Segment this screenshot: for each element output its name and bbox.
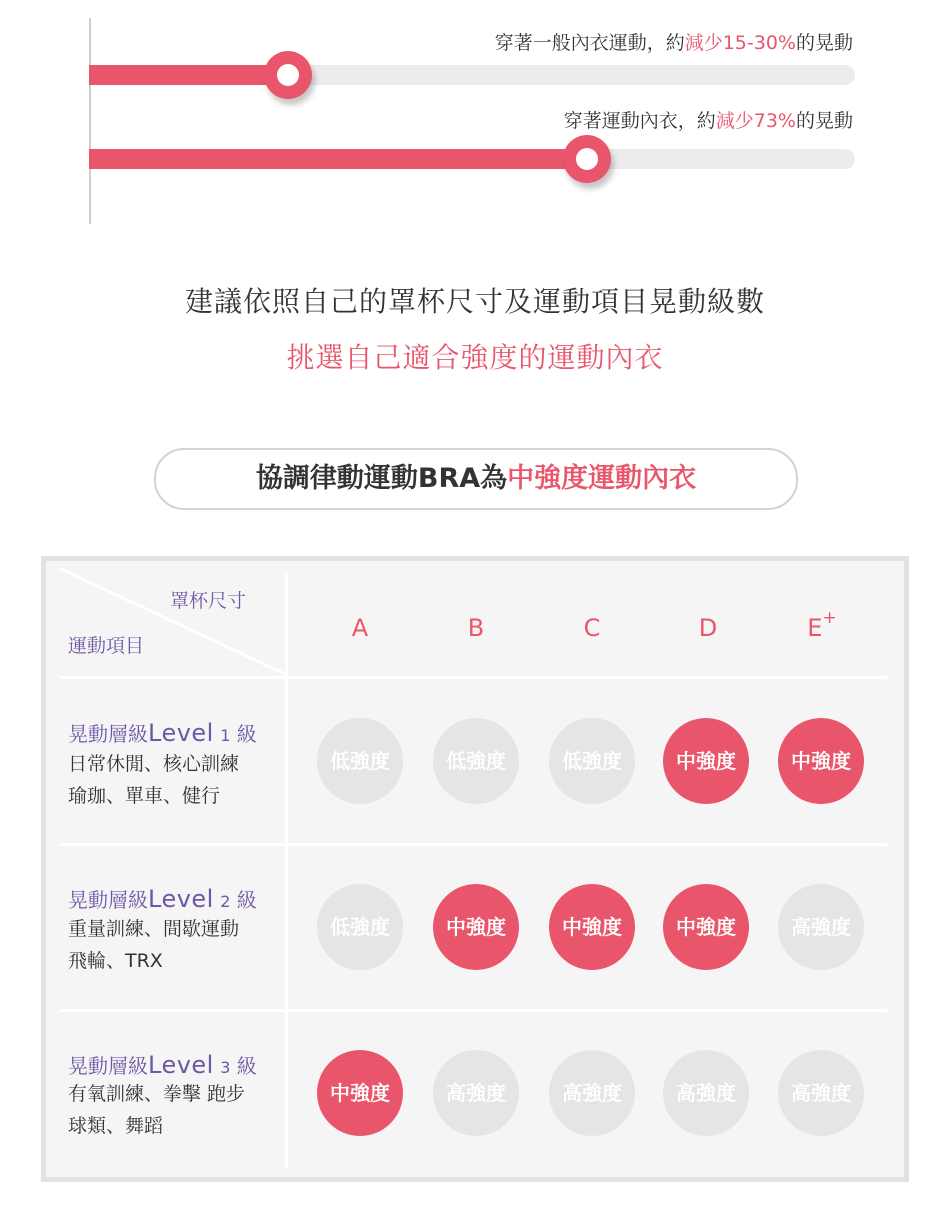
bar-1-track [89, 65, 855, 85]
cell-r2-a: 低強度 [317, 884, 403, 970]
row-1-level: 晃動層級Level 1 級 [68, 719, 257, 747]
bar-2-track [89, 149, 855, 169]
corner-diagonal [59, 568, 287, 676]
column-header-a: A [351, 614, 369, 642]
cell-r2-c: 中強度 [549, 884, 635, 970]
corner-label-cup-size: 罩杯尺寸 [170, 590, 247, 612]
cell-r2-d: 中強度 [663, 884, 749, 970]
pill-highlight: 中強度運動內衣 [507, 463, 697, 494]
bar-2-fill [89, 149, 587, 169]
cell-r3-b: 高強度 [433, 1050, 519, 1136]
pill-prefix: 協調律動運動BRA為 [255, 463, 508, 494]
headline: 建議依照自己的罩杯尺寸及運動項目晃動級數 [184, 285, 765, 318]
cell-r1-c: 低強度 [549, 718, 635, 804]
cell-r2-e: 高強度 [778, 884, 864, 970]
cell-r3-c: 高強度 [549, 1050, 635, 1136]
bar-1-fill [89, 65, 288, 85]
row-1-sports: 日常休閒、核心訓練 瑜珈、單車、健行 [68, 753, 240, 807]
bar-2-knob [563, 135, 611, 183]
cell-r1-d: 中強度 [663, 718, 749, 804]
bar-2-caption: 穿著運動內衣，約減少73%的晃動 [563, 110, 853, 132]
subheadline: 挑選自己適合強度的運動內衣 [286, 341, 664, 374]
corner-label-sport: 運動項目 [68, 635, 145, 657]
cell-r1-e: 中強度 [778, 718, 864, 804]
cell-r1-b: 低強度 [433, 718, 519, 804]
cell-r2-b: 中強度 [433, 884, 519, 970]
row-2-level: 晃動層級Level 2 級 [68, 885, 257, 913]
table-row-divider [59, 1009, 887, 1012]
column-header-d: D [698, 614, 718, 642]
cell-r1-a: 低強度 [317, 718, 403, 804]
column-header-b: B [467, 614, 485, 642]
cell-r3-a: 中強度 [317, 1050, 403, 1136]
column-header-e-plus: E+ [807, 608, 837, 642]
row-3-level: 晃動層級Level 3 級 [68, 1051, 257, 1079]
row-3-sports: 有氧訓練、拳擊 跑步 球類、舞蹈 [68, 1083, 246, 1137]
table-row-divider [59, 843, 887, 846]
bars-axis-line [89, 18, 91, 224]
intensity-pill [154, 448, 798, 510]
cell-r3-d: 高強度 [663, 1050, 749, 1136]
column-header-c: C [583, 614, 601, 642]
table-row-divider [59, 676, 887, 679]
table-vertical-divider [285, 573, 288, 1167]
bar-1-knob [264, 51, 312, 99]
cell-r3-e: 高強度 [778, 1050, 864, 1136]
row-2-sports: 重量訓練、間歇運動 飛輪、TRX [68, 918, 240, 972]
bar-1-caption: 穿著一般內衣運動，約減少15-30%的晃動 [494, 32, 853, 54]
